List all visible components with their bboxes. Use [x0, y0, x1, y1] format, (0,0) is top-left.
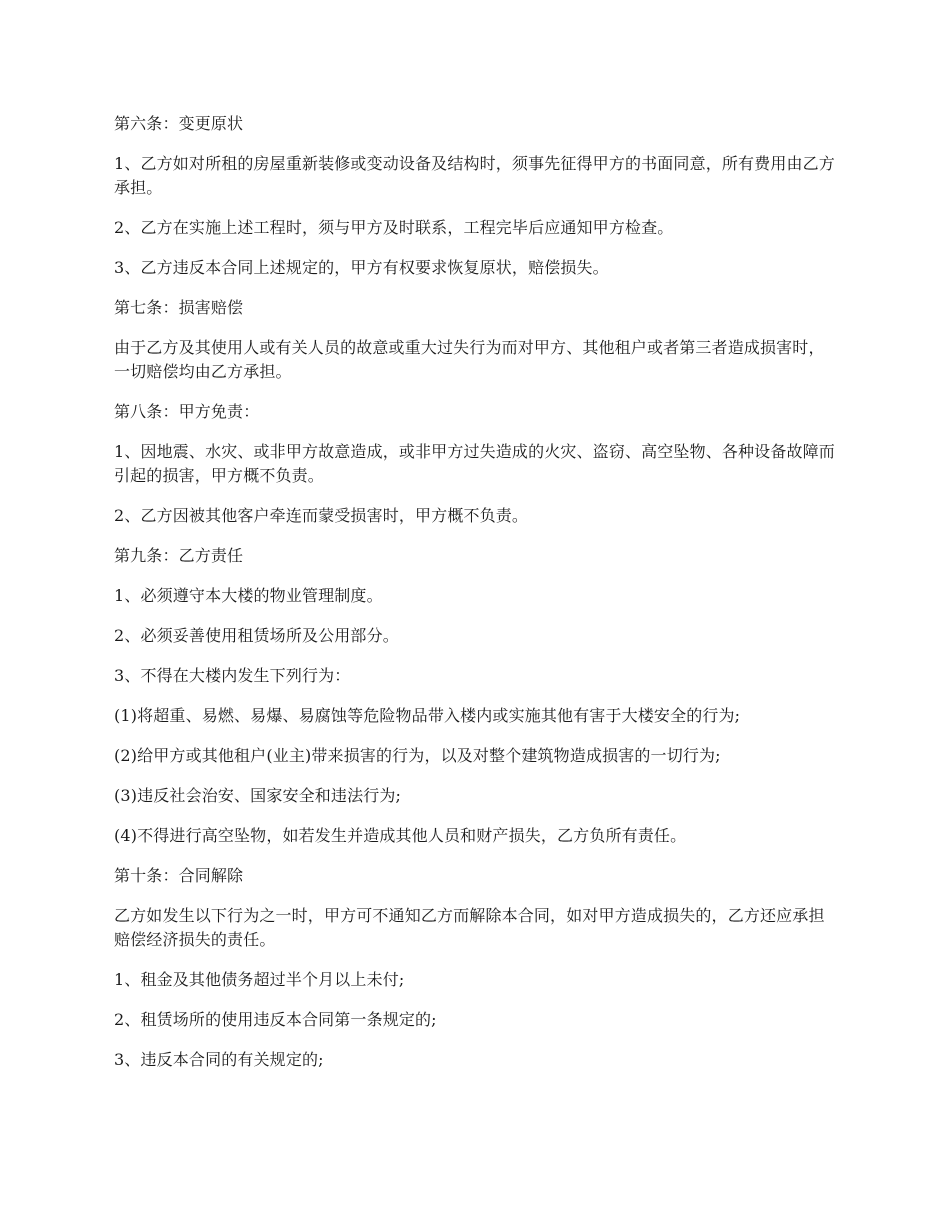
- article-6-clause-2: 2、乙方在实施上述工程时，须与甲方及时联系，工程完毕后应通知甲方检查。: [114, 218, 674, 237]
- article-6-clause-1: 1、乙方如对所租的房屋重新装修或变动设备及结构时，须事先征得甲方的书面同意，所有费用由乙方承担。: [114, 154, 835, 197]
- article-7-body: 由于乙方及其使用人或有关人员的故意或重大过失行为而对甲方、其他租户或者第三者造成损害时，一切赔偿均由乙方承担。: [114, 338, 825, 381]
- article-9-item-4: (4)不得进行高空坠物，如若发生并造成其他人员和财产损失，乙方负所有责任。: [114, 826, 687, 845]
- article-8-heading: 第八条：甲方免责：: [114, 402, 260, 421]
- article-6-clause-3: 3、乙方违反本合同上述规定的，甲方有权要求恢复原状，赔偿损失。: [114, 258, 609, 277]
- article-9-clause-3: 3、不得在大楼内发生下列行为：: [114, 666, 351, 685]
- article-10-body: 乙方如发生以下行为之一时，甲方可不通知乙方而解除本合同，如对甲方造成损失的，乙方还应承担赔偿经济损失的责任。: [114, 906, 825, 949]
- article-7-heading: 第七条：损害赔偿: [114, 298, 244, 317]
- article-8-clause-2: 2、乙方因被其他客户牵连而蒙受损害时，甲方概不负责。: [114, 506, 529, 525]
- article-9-heading: 第九条：乙方责任: [114, 546, 244, 565]
- article-6-heading: 第六条：变更原状: [114, 114, 244, 133]
- article-10-clause-3: 3、违反本合同的有关规定的;: [114, 1050, 324, 1069]
- article-9-item-2: (2)给甲方或其他租户(业主)带来损害的行为，以及对整个建筑物造成损害的一切行为;: [114, 746, 721, 765]
- article-10-heading: 第十条：合同解除: [114, 866, 244, 885]
- article-8-clause-1: 1、因地震、水灾、或非甲方故意造成，或非甲方过失造成的火灾、盗窃、高空坠物、各种设备故障而引起的损害，甲方概不负责。: [114, 442, 835, 485]
- document-page: [114, 112, 838, 1088]
- article-9-clause-2: 2、必须妥善使用租赁场所及公用部分。: [114, 626, 399, 645]
- article-9-item-1: (1)将超重、易燃、易爆、易腐蚀等危险物品带入楼内或实施其他有害于大楼安全的行为;: [114, 706, 741, 725]
- article-10-clause-2: 2、租赁场所的使用违反本合同第一条规定的;: [114, 1010, 437, 1029]
- article-9-clause-1: 1、必须遵守本大楼的物业管理制度。: [114, 586, 383, 605]
- article-10-clause-1: 1、租金及其他债务超过半个月以上未付;: [114, 970, 405, 989]
- article-9-item-3: (3)违反社会治安、国家安全和违法行为;: [114, 786, 402, 805]
